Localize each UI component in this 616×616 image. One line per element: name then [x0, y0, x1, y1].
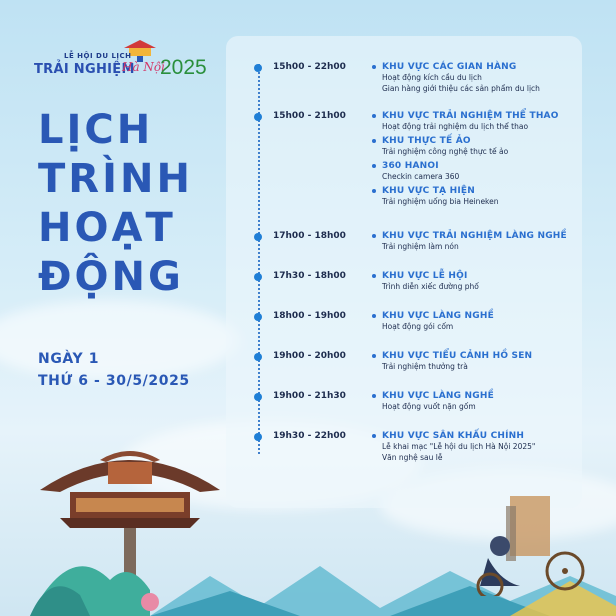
activity-group	[370, 391, 494, 416]
activity-description: Hoạt động kích cầu du lịch	[382, 73, 482, 82]
activity-description: Hoạt động trải nghiệm du lịch thể thao	[382, 122, 529, 131]
activity-description: Trải nghiệm uống bia Heineken	[382, 197, 499, 206]
activity-description: Trải nghiệm làm nón	[382, 242, 459, 251]
timeline-dot	[254, 393, 262, 401]
activity-description: Checkin camera 360	[382, 172, 460, 181]
time-slot: 17h30 - 18h00	[273, 271, 346, 281]
zone-name: KHU VỰC TRẢI NGHIỆM THỂ THAO	[370, 111, 559, 121]
activity-description: Trình diễn xiếc đường phố	[382, 282, 479, 291]
logo-line2: TRẢI NGHIỆM	[34, 62, 135, 77]
activity-description: Hoạt động gói cốm	[382, 322, 454, 331]
timeline-dot	[254, 433, 262, 441]
activity-description: Văn nghệ sau lễ	[382, 453, 443, 462]
zone-name: KHU VỰC TIỂU CẢNH HỒ SEN	[370, 351, 532, 361]
activity-group	[370, 271, 479, 296]
timeline-dot	[254, 273, 262, 281]
timeline-dot	[254, 113, 262, 121]
time-slot: 15h00 - 22h00	[273, 62, 346, 72]
time-slot: 17h00 - 18h00	[273, 231, 346, 241]
zone-name: KHU VỰC SÂN KHẤU CHÍNH	[370, 431, 535, 441]
timeline-dot	[254, 353, 262, 361]
timeline-dot	[254, 233, 262, 241]
zone-name: KHU VỰC TẠ HIỆN	[370, 186, 559, 196]
title-line: HOẠT	[38, 205, 176, 251]
day-date: THỨ 6 - 30/5/2025	[38, 373, 190, 389]
time-slot: 15h00 - 21h00	[273, 111, 346, 121]
festival-logo	[34, 38, 207, 88]
title-line: ĐỘNG	[38, 254, 184, 300]
day-label: NGÀY 1	[38, 351, 100, 367]
activity-item	[370, 271, 479, 292]
title-line: LỊCH	[38, 107, 154, 153]
page-title	[38, 106, 193, 302]
zone-name: 360 HANOI	[370, 161, 559, 171]
activity-item	[370, 231, 567, 252]
time-slot: 19h00 - 21h30	[273, 391, 346, 401]
activity-item	[370, 161, 559, 182]
time-slot: 19h30 - 22h00	[273, 431, 346, 441]
activity-group	[370, 431, 535, 467]
activity-group	[370, 231, 567, 256]
zone-name: KHU THỰC TẾ ẢO	[370, 136, 559, 146]
activity-group	[370, 62, 540, 98]
activity-group	[370, 351, 532, 376]
zone-name: KHU VỰC CÁC GIAN HÀNG	[370, 62, 540, 72]
activity-item	[370, 391, 494, 412]
activity-group	[370, 111, 559, 211]
activity-item	[370, 311, 494, 332]
activity-description: Gian hàng giới thiệu các sản phẩm du lịch	[382, 84, 540, 93]
artisan-spinning-wheel-illustration	[470, 486, 590, 596]
timeline-dot	[254, 313, 262, 321]
activity-description: Trải nghiệm thưởng trà	[382, 362, 468, 371]
activity-item	[370, 431, 535, 463]
day-info	[38, 348, 190, 392]
activity-item	[370, 186, 559, 207]
activity-description: Trải nghiệm công nghệ thực tế ảo	[382, 147, 509, 156]
activity-item	[370, 62, 540, 94]
timeline-dot	[254, 64, 262, 72]
logo-line1: LỄ HỘI DU LỊCH	[64, 52, 132, 60]
logo-city: Hà Nội	[122, 60, 165, 74]
activity-item	[370, 136, 559, 157]
title-line: TRÌNH	[38, 156, 193, 202]
activity-description: Lễ khai mạc "Lễ hội du lịch Hà Nội 2025"	[382, 442, 536, 451]
time-slot: 18h00 - 19h00	[273, 311, 346, 321]
activity-description: Hoạt động vuốt nặn gốm	[382, 402, 476, 411]
time-slot: 19h00 - 20h00	[273, 351, 346, 361]
zone-name: KHU VỰC TRẢI NGHIỆM LÀNG NGHỀ	[370, 231, 567, 241]
activity-item	[370, 111, 559, 132]
activity-item	[370, 351, 532, 372]
zone-name: KHU VỰC LÀNG NGHỀ	[370, 391, 494, 401]
activity-group	[370, 311, 494, 336]
zone-name: KHU VỰC LÀNG NGHỀ	[370, 311, 494, 321]
zone-name: KHU VỰC LỄ HỘI	[370, 271, 479, 281]
logo-year: 2025	[160, 56, 207, 79]
